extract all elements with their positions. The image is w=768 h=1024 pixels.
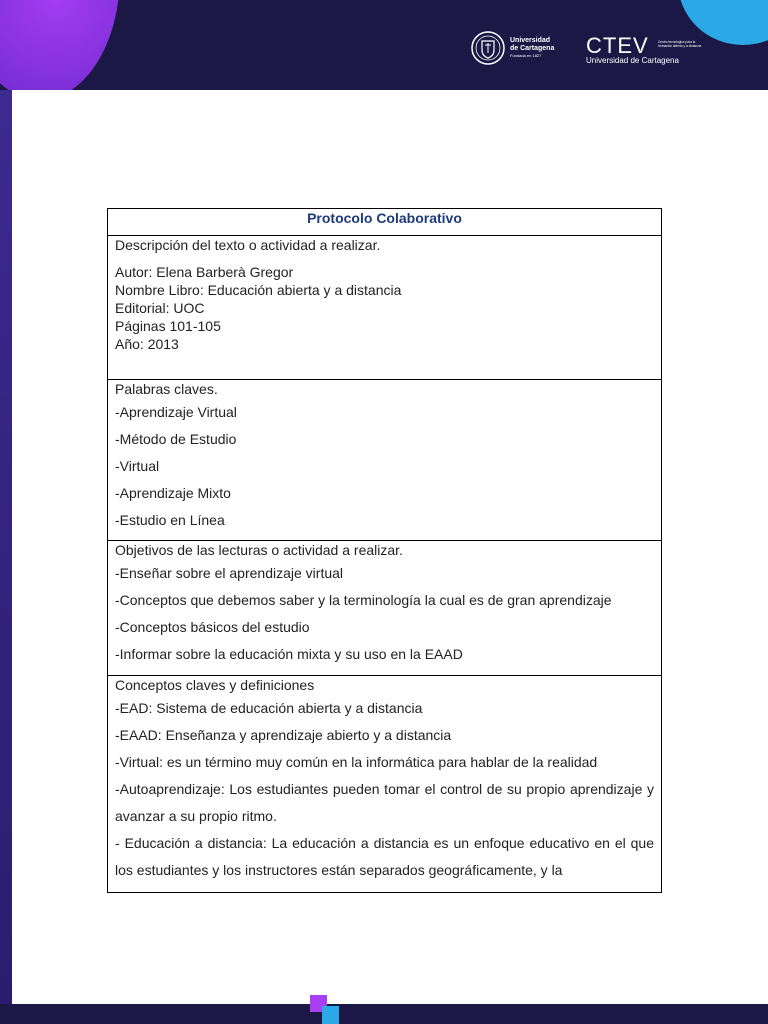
author-line: Autor: Elena Barberà Gregor (115, 264, 294, 280)
university-seal-icon (470, 30, 506, 66)
concepts-section (108, 676, 661, 892)
table-title: Protocolo Colaborativo (108, 209, 661, 236)
left-edge-stripe (0, 90, 12, 1004)
list-item: -Estudio en Línea (115, 512, 225, 528)
blue-decor-shape (678, 0, 768, 45)
list-item: -EAD: Sistema de educación abierta y a distancia (115, 700, 423, 716)
list-item: -Conceptos que debemos saber y la terminología la cual es de gran aprendizaje (115, 592, 612, 608)
objectives-section (108, 541, 661, 676)
protocol-table (107, 208, 662, 893)
book-line: Nombre Libro: Educación abierta y a distancia (115, 282, 402, 298)
list-item: -Aprendizaje Virtual (115, 404, 237, 420)
universidad-de-cartagena-logo (470, 30, 554, 66)
section-heading: Palabras claves. (115, 381, 218, 397)
udc-logo-line1: Universidad (510, 37, 551, 44)
list-item: -Método de Estudio (115, 431, 237, 447)
list-item: -Conceptos básicos del estudio (115, 619, 310, 635)
list-item: -Informar sobre la educación mixta y su uso en la EAAD (115, 646, 463, 662)
section-heading: Objetivos de las lecturas o actividad a realizar. (115, 542, 403, 558)
section-heading: Descripción del texto o actividad a realizar. (115, 237, 381, 253)
purple-decor-shape (0, 0, 120, 90)
list-item: - Educación a distancia: La educación a distancia es un enfoque educativo en el que los estudiantes y los instructores están separados geográficamente, y la (115, 835, 654, 878)
list-item: -Aprendizaje Mixto (115, 485, 231, 501)
list-item: -Virtual (115, 458, 160, 474)
blue-square-decor (322, 1006, 339, 1024)
pages-line: Páginas 101-105 (115, 318, 221, 334)
list-item: -Virtual: es un término muy común en la informática para hablar de la realidad (115, 754, 598, 770)
footer-band (0, 1004, 768, 1024)
document-page (12, 90, 768, 1004)
page-header (0, 0, 768, 90)
publisher-line: Editorial: UOC (115, 300, 205, 316)
list-item: -Autoaprendizaje: Los estudiantes pueden tomar el control de su propio aprendizaje y avanzar a su propio ritmo. (115, 781, 654, 824)
ctev-logo (586, 33, 702, 66)
ctev-subtitle: Universidad de Cartagena (586, 56, 679, 65)
ctev-title: CTEV (586, 33, 649, 58)
section-heading: Conceptos claves y definiciones (115, 677, 315, 693)
year-line: Año: 2013 (115, 336, 179, 352)
ctev-small-text: Centro tecnológico para la formación abierta y a distancia (658, 40, 702, 48)
udc-logo-line2: de Cartagena (510, 45, 555, 52)
udc-logo-line3: Fundada en 1827 (510, 53, 542, 58)
keywords-section (108, 380, 661, 541)
list-item: -Enseñar sobre el aprendizaje virtual (115, 565, 344, 581)
description-section (108, 236, 661, 380)
list-item: -EAAD: Enseñanza y aprendizaje abierto y a distancia (115, 727, 452, 743)
